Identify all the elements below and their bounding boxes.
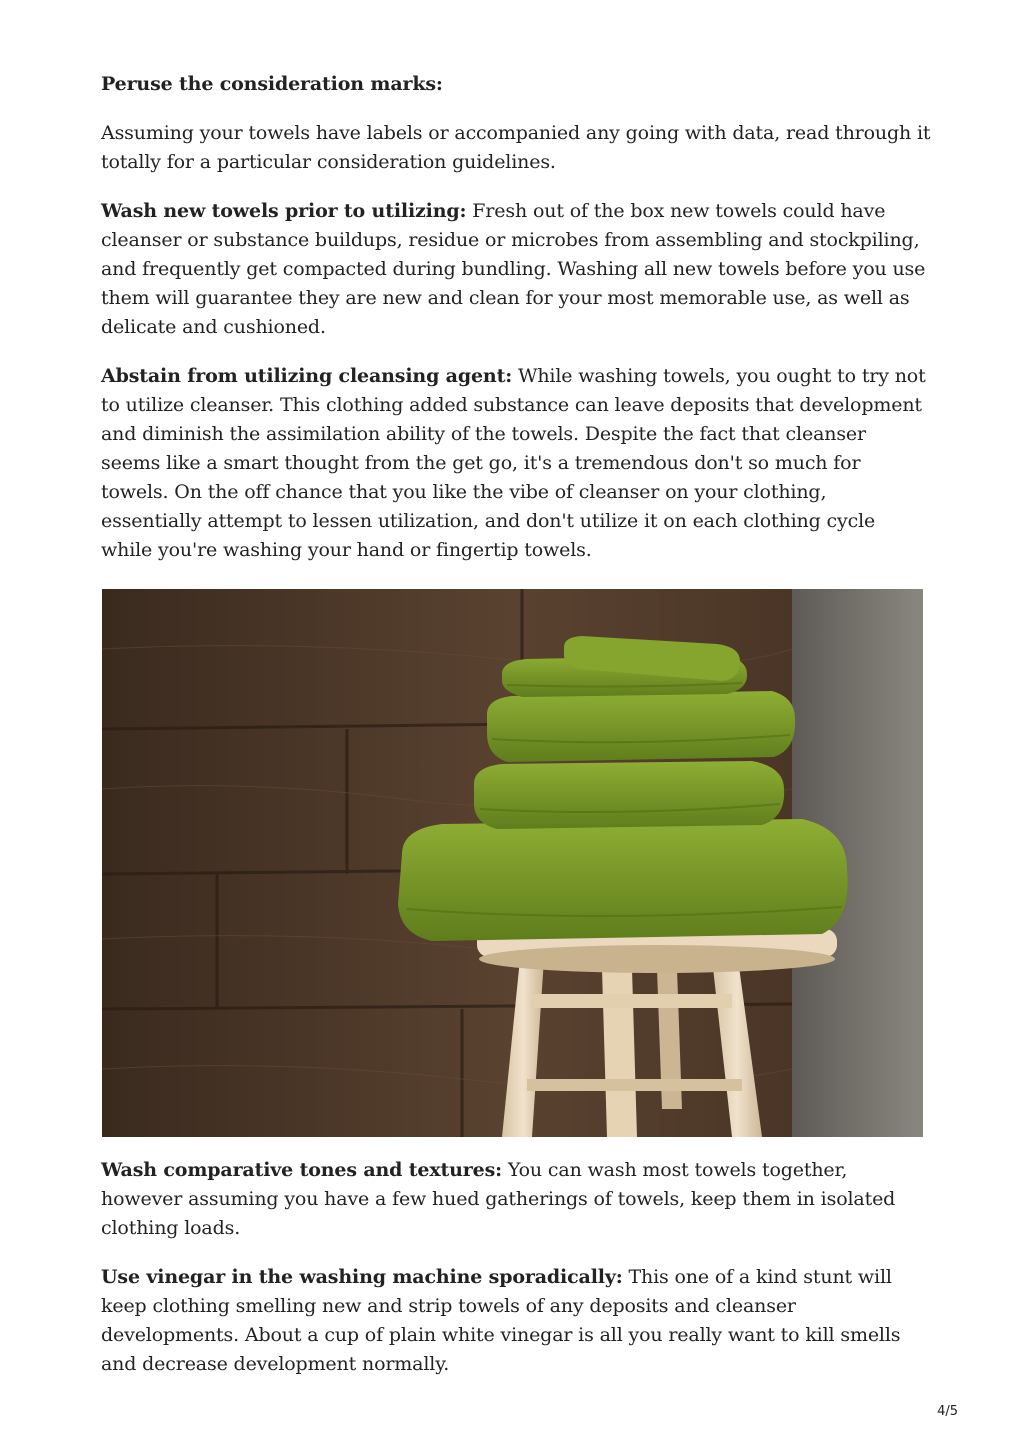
- similar-colors-paragraph: [101, 1156, 931, 1243]
- care-labels-heading: Peruse the consideration marks:: [101, 73, 443, 95]
- avoid-softener-heading: Abstain from utilizing cleansing agent:: [101, 365, 513, 387]
- vinegar-paragraph: [101, 1263, 931, 1379]
- wash-new-text: Fresh out of the box new towels could have cleanser or substance buildups, residue or microbes from assembling and stockpiling, and frequently get compacted during bundling. Washing all new towels before you use them will guarantee they are new and clean for your most memorable use, as well as delicate and cushioned.: [101, 200, 926, 338]
- wash-new-heading: Wash new towels prior to utilizing:: [101, 200, 467, 222]
- similar-colors-heading: Wash comparative tones and textures:: [101, 1159, 503, 1181]
- wash-new-paragraph: [101, 197, 931, 342]
- avoid-softener-text: While washing towels, you ought to try not to utilize cleanser. This clothing added substance can leave deposits that development and diminish the assimilation ability of the towels. Despite the fact that cleanser seems like a smart thought from the get go, it's a tremendous don't so much for towels. On the off chance that you like the vibe of cleanser on your clothing, essentially attempt to lessen utilization, and don't utilize it on each clothing cycle while you're washing your hand or fingertip towels.: [101, 365, 926, 561]
- avoid-softener-paragraph: [101, 362, 931, 565]
- article-body: [101, 70, 931, 585]
- article-body-continued: [101, 1156, 931, 1399]
- towels-on-stool-photo: [102, 589, 923, 1137]
- care-labels-text: Assuming your towels have labels or accompanied any going with data, read through it totally for a particular consideration guidelines.: [101, 122, 931, 173]
- vinegar-heading: Use vinegar in the washing machine sporadically:: [101, 1266, 623, 1288]
- vinegar-text: This one of a kind stunt will keep clothing smelling new and strip towels of any deposits and cleanser developments. About a cup of plain white vinegar is all you really want to kill smells and decrease development normally.: [101, 1266, 901, 1375]
- page-number: 4/5: [937, 1404, 958, 1419]
- similar-colors-text: You can wash most towels together, however assuming you have a few hued gatherings of towels, keep them in isolated clothing loads.: [101, 1159, 896, 1239]
